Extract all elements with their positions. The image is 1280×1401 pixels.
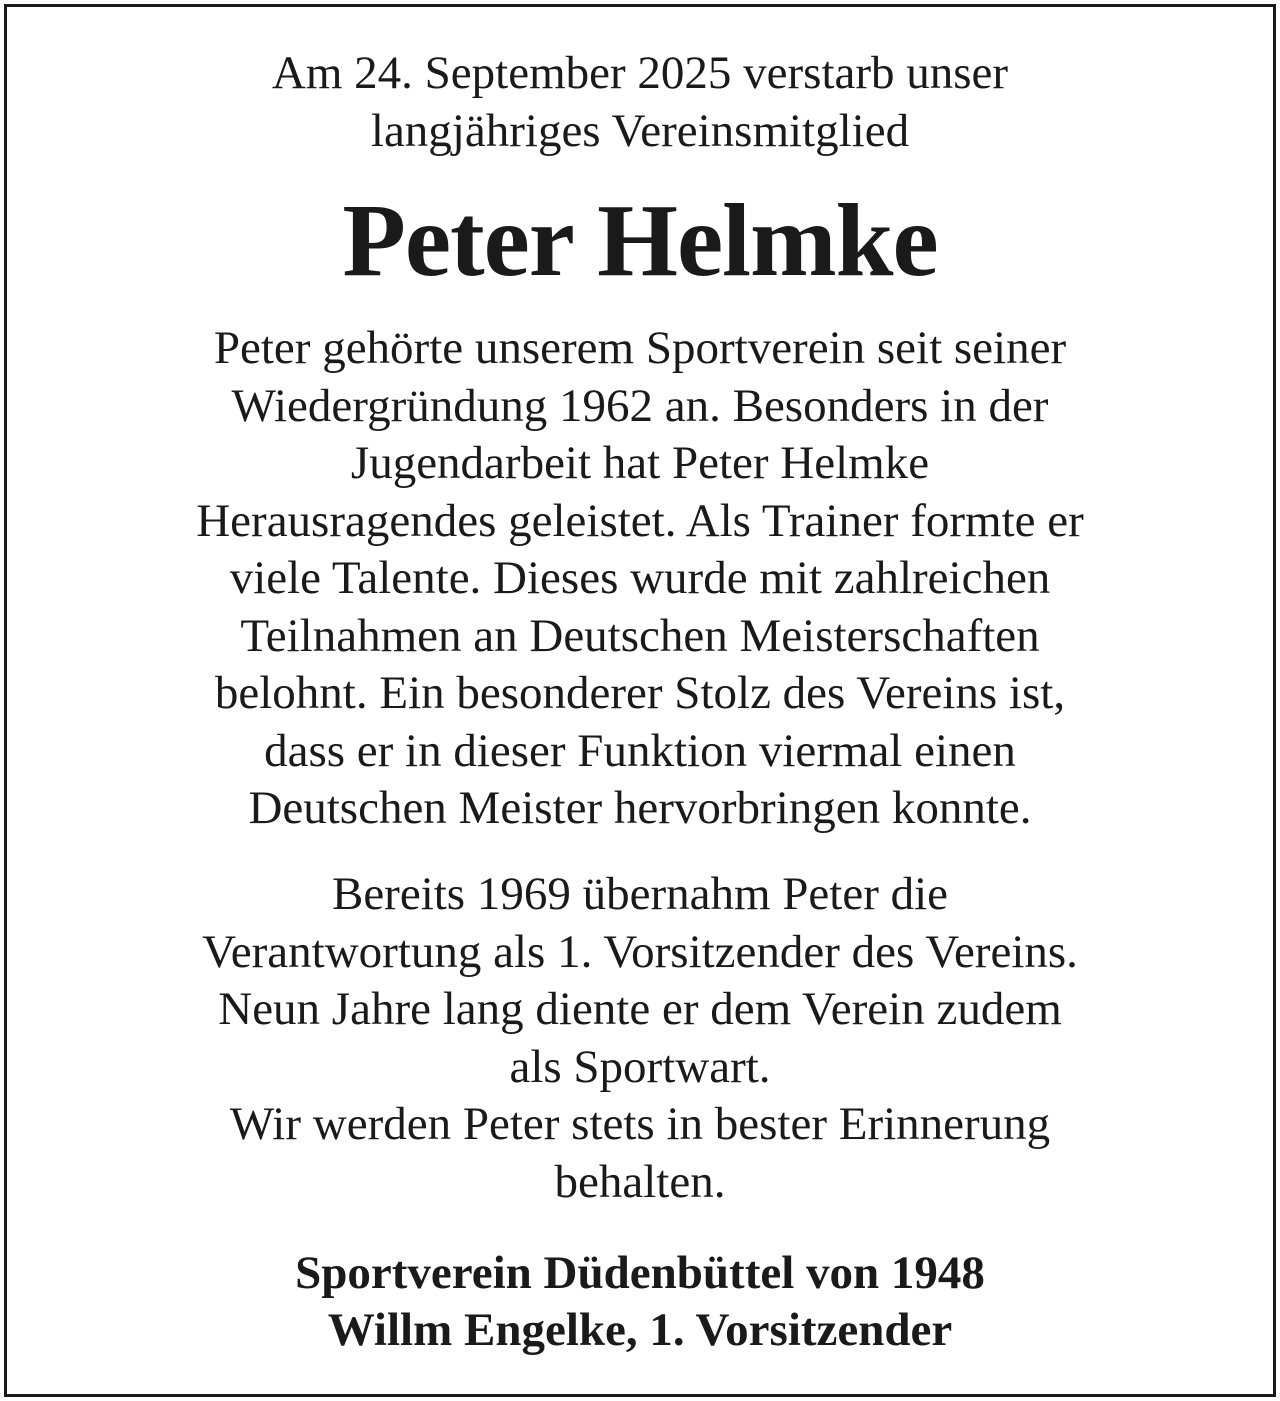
text-line: Wir werden Peter stets in bester Erinnerung [229,1098,1051,1150]
text-line: Neun Jahre lang diente er dem Verein zudem [218,983,1062,1035]
text-line: Bereits 1969 übernahm Peter die [331,868,949,920]
biography-paragraph-2 [0,866,1280,1211]
text-line: Deutschen Meister hervorbringen konnte. [248,782,1032,834]
text-line: behalten. [554,1155,726,1208]
text-line: Wiedergründung 1962 an. Besonders in der [231,379,1049,432]
signature-block [0,1245,1280,1359]
signatory: Willm Engelke, 1. Vorsitzender [327,1304,953,1356]
text-line: belohnt. Ein besonderer Stolz des Vereins ist, [214,667,1066,719]
text-line: als Sportwart. [509,1040,771,1093]
text-line: Jugendarbeit hat Peter Helmke [350,437,930,489]
text-line: Peter gehörte unserem Sportverein seit seiner [213,322,1067,374]
biography-paragraph-1 [0,320,1280,838]
intro-line: Am 24. September 2025 verstarb unser [271,47,1009,99]
text-line: Verantwortung als 1. Vorsitzender des Vereins. [202,925,1078,978]
text-line: Herausragendes geleistet. Als Trainer formte er [196,494,1084,547]
intro-line: langjähriges Vereinsmitglied [370,105,910,157]
text-line: dass er in dieser Funktion viermal einen [264,724,1016,777]
club-name: Sportverein Düdenbüttel von 1948 [295,1247,985,1299]
text-line: viele Talente. Dieses wurde mit zahlreichen [229,552,1051,604]
text-line: Teilnahmen an Deutschen Meisterschaften [240,609,1040,662]
intro-text [0,44,1280,160]
deceased-name: Peter Helmke [342,183,938,298]
